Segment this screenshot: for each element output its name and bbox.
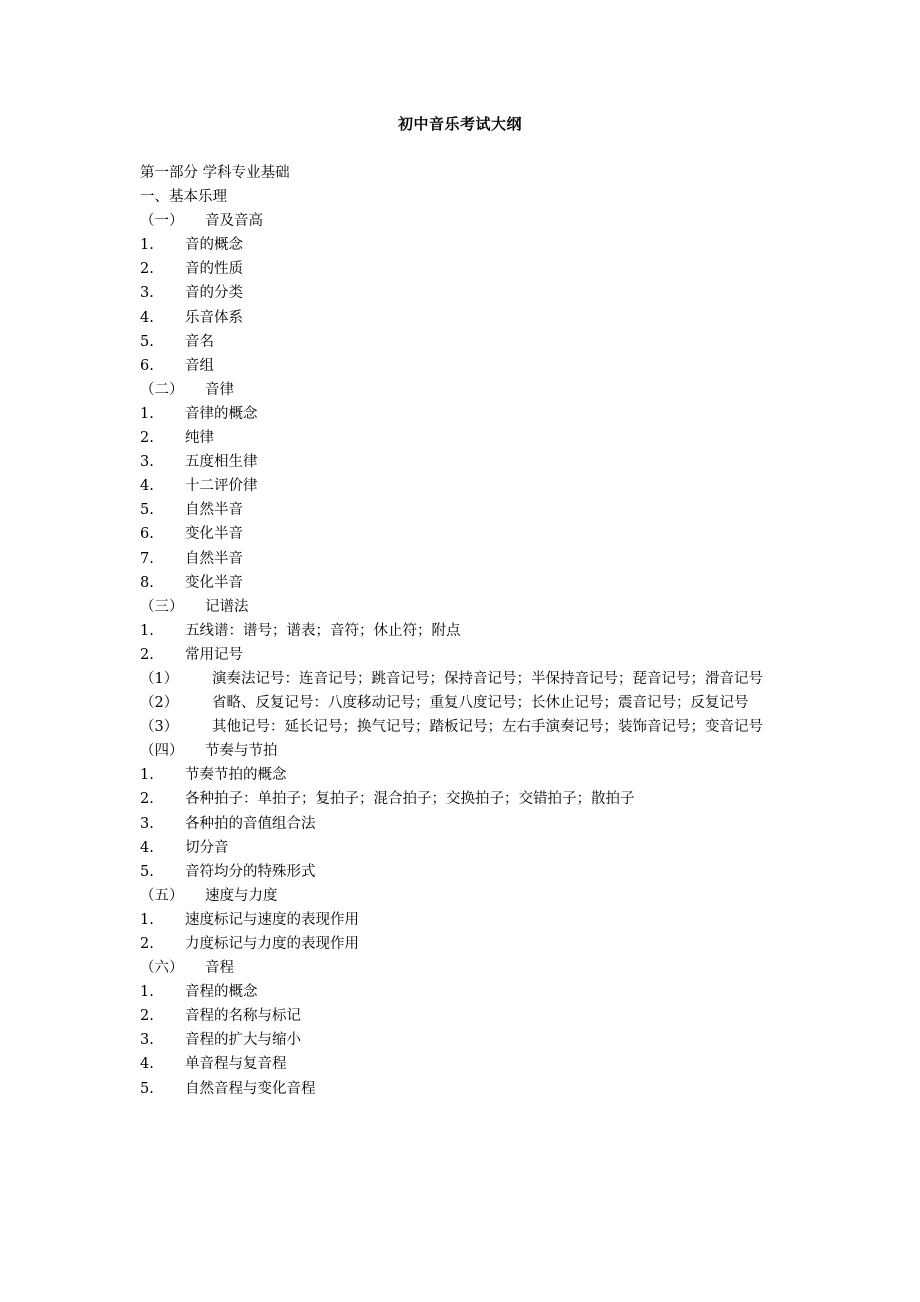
- chapter-heading: 一、基本乐理: [140, 189, 227, 206]
- document-body: [140, 161, 782, 1101]
- item-text: 音程的名称与标记: [185, 1008, 301, 1025]
- item-number: 2.: [140, 646, 154, 663]
- list-item: [140, 643, 782, 667]
- item-number: 6.: [140, 526, 154, 543]
- item-text: 乐音体系: [185, 309, 243, 326]
- sub-item-number: （2）: [140, 695, 179, 712]
- list-item: [140, 619, 782, 643]
- item-text: 音的概念: [185, 237, 243, 254]
- item-text: 各种拍子：单拍子；复拍子；混合拍子；交换拍子；交错拍子；散拍子: [185, 791, 635, 808]
- list-item: [140, 474, 782, 498]
- list-item: [140, 402, 782, 426]
- list-item: [140, 281, 782, 305]
- sub-list-item: [140, 691, 782, 715]
- item-text: 音程的扩大与缩小: [185, 1032, 301, 1049]
- item-number: 4.: [140, 839, 154, 856]
- section-title: 音律: [205, 381, 234, 398]
- list-item: [140, 860, 782, 884]
- item-text: 常用记号: [185, 646, 243, 663]
- section-number: （四）: [140, 743, 184, 760]
- list-item: [140, 980, 782, 1004]
- list-item: [140, 306, 782, 330]
- section-title: 速度与力度: [205, 887, 278, 904]
- item-number: 2.: [140, 791, 154, 808]
- list-item: [140, 547, 782, 571]
- list-item: [140, 522, 782, 546]
- section-number: （五）: [140, 887, 184, 904]
- item-number: 3.: [140, 285, 154, 302]
- sub-item-number: （3）: [140, 719, 179, 736]
- list-item: [140, 787, 782, 811]
- section-heading: [140, 739, 782, 763]
- item-number: 3.: [140, 815, 154, 832]
- item-text: 纯律: [185, 430, 214, 447]
- item-number: 4.: [140, 309, 154, 326]
- item-number: 2.: [140, 430, 154, 447]
- section-number: （二）: [140, 381, 184, 398]
- list-item: [140, 1077, 782, 1101]
- list-item: [140, 498, 782, 522]
- item-number: 3.: [140, 1032, 154, 1049]
- item-number: 7.: [140, 550, 154, 567]
- item-text: 音律的概念: [185, 405, 258, 422]
- item-number: 5.: [140, 502, 154, 519]
- list-item: [140, 330, 782, 354]
- section-heading: [140, 209, 782, 233]
- list-item: [140, 257, 782, 281]
- item-text: 速度标记与速度的表现作用: [185, 911, 359, 928]
- item-text: 节奏节拍的概念: [185, 767, 287, 784]
- item-text: 音组: [185, 357, 214, 374]
- item-number: 2.: [140, 1008, 154, 1025]
- list-item: [140, 571, 782, 595]
- item-text: 十二评价律: [185, 478, 258, 495]
- section-heading: [140, 884, 782, 908]
- sub-item-number: （1）: [140, 670, 179, 687]
- item-text: 各种拍的音值组合法: [185, 815, 316, 832]
- item-text: 自然半音: [185, 550, 243, 567]
- list-item: [140, 836, 782, 860]
- section-number: （六）: [140, 960, 184, 977]
- item-number: 1.: [140, 984, 154, 1001]
- item-number: 5.: [140, 333, 154, 350]
- section-heading: [140, 956, 782, 980]
- sub-list-item: [140, 667, 782, 691]
- item-number: 5.: [140, 1080, 154, 1097]
- item-text: 单音程与复音程: [185, 1056, 287, 1073]
- item-text: 音名: [185, 333, 214, 350]
- sub-item-text: 其他记号：延长记号；换气记号；踏板记号；左右手演奏记号；装饰音记号；变音记号: [212, 719, 763, 736]
- section-title: 音及音高: [205, 213, 263, 230]
- list-item: [140, 233, 782, 257]
- item-text: 变化半音: [185, 574, 243, 591]
- sub-item-text: 省略、反复记号：八度移动记号；重复八度记号；长休止记号；震音记号；反复记号: [212, 695, 749, 712]
- item-number: 4.: [140, 478, 154, 495]
- item-text: 变化半音: [185, 526, 243, 543]
- list-item: [140, 354, 782, 378]
- section-title: 音程: [205, 960, 234, 977]
- item-text: 力度标记与力度的表现作用: [185, 936, 359, 952]
- sub-item-text: 演奏法记号：连音记号；跳音记号；保持音记号；半保持音记号；琵音记号；滑音记号: [212, 670, 763, 687]
- part-heading: 第一部分 学科专业基础: [140, 165, 290, 181]
- item-text: 自然半音: [185, 502, 243, 519]
- item-number: 4.: [140, 1056, 154, 1073]
- list-item: [140, 1052, 782, 1076]
- document-title: 初中音乐考试大纲: [397, 115, 522, 133]
- section-title: 节奏与节拍: [205, 743, 278, 760]
- list-item: [140, 908, 782, 932]
- section-heading: [140, 378, 782, 402]
- item-number: 2.: [140, 936, 154, 952]
- item-text: 切分音: [185, 839, 229, 856]
- list-item: [140, 1028, 782, 1052]
- item-text: 五线谱：谱号；谱表；音符；休止符；附点: [185, 622, 461, 639]
- list-item: [140, 450, 782, 474]
- item-number: 1.: [140, 911, 154, 928]
- item-text: 音符均分的特殊形式: [185, 863, 316, 880]
- section-number: （三）: [140, 598, 184, 615]
- list-item: [140, 812, 782, 836]
- item-text: 自然音程与变化音程: [185, 1080, 316, 1097]
- item-number: 1.: [140, 622, 154, 639]
- section-title: 记谱法: [205, 598, 249, 615]
- item-text: 五度相生律: [185, 454, 258, 471]
- section-number: （一）: [140, 213, 184, 230]
- list-item: [140, 763, 782, 787]
- item-number: 2.: [140, 261, 154, 278]
- item-number: 5.: [140, 863, 154, 880]
- item-number: 3.: [140, 454, 154, 471]
- list-item: [140, 932, 782, 956]
- list-item: [140, 426, 782, 450]
- item-text: 音的性质: [185, 261, 243, 278]
- list-item: [140, 1004, 782, 1028]
- item-number: 6.: [140, 357, 154, 374]
- item-text: 音的分类: [185, 285, 243, 302]
- sub-list-item: [140, 715, 782, 739]
- item-text: 音程的概念: [185, 984, 258, 1001]
- item-number: 1.: [140, 767, 154, 784]
- item-number: 8.: [140, 574, 154, 591]
- section-heading: [140, 595, 782, 619]
- item-number: 1.: [140, 237, 154, 254]
- item-number: 1.: [140, 405, 154, 422]
